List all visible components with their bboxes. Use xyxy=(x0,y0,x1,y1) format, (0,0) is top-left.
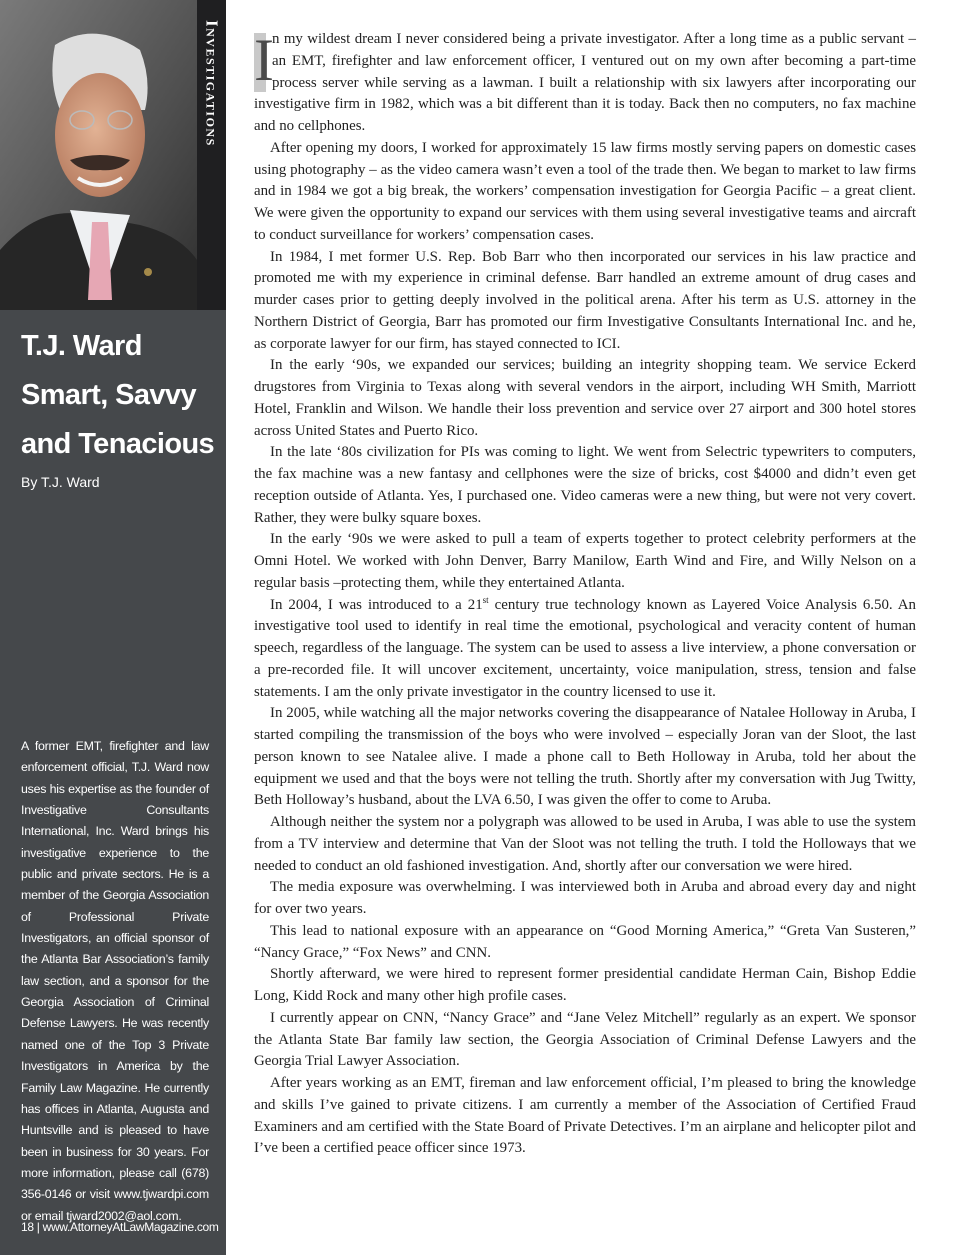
article-paragraph: After opening my doors, I worked for approximately 15 law firms mostly serving papers on domestic cases using photography – as the video camera wasn’t even a tool of the trade then. We began to market to law firms and in 1984 we got a big break, the workers’ compensation investigation for Georgia Pacific – a great client. We were given the opportunity to expand our services with them using several investigative teams and aircraft to conduct surveillance for workers’ compensation cases. xyxy=(254,139,916,243)
article-paragraph: In 1984, I met former U.S. Rep. Bob Barr who then incorporated our services in his law practice and promoted me with my experience in criminal defense. Barr handled an extreme amount of drug cases and murder cases prior to getting deeply involved in the political arena. After his term as U.S. attorney in the Northern District of Georgia, Barr has promoted our firm Investigative Consultants International Inc. and he, as corporate lawyer for our firm, has stayed connected to ICI. xyxy=(254,248,916,352)
magazine-url[interactable]: www.AttorneyAtLawMagazine.com xyxy=(42,1220,219,1234)
author-bio: A former EMT, firefighter and law enforcement official, T.J. Ward now uses his expertise as the founder of Investigative Consultants International, Inc. Ward brings his investigative experience to the public and private sectors. He is a member of the Georgia Association of Professional Private Investigators, an official sponsor of the Atlanta Bar Association’s family law section, and a sponsor for the Georgia Association of Criminal Defense Lawyers. He was recently named one of the Top 3 Private Investigators in America by the Family Law Magazine. He currently has offices in Atlanta, Augusta and Huntsville and is pleased to have been in business for 30 years. For more information, please call (678) 356-0146 or visit www.tjwardpi.com or email tjward2002@aol.com. xyxy=(21,739,209,1223)
article-paragraph: In the early ‘90s, we expanded our services; building an integrity shopping team. We service Eckerd drugstores from Virginia to Texas along with several vendors in the airport, including WH Smith, Marriott Hotel, Franklin and Wilson. We handle their loss prevention and service over 27 airport and 300 hotel stores across United States and Puerto Rico. xyxy=(254,357,916,439)
section-strip xyxy=(197,0,226,310)
article-paragraph: In 2005, while watching all the major networks covering the disappearance of Natalee Holloway in Aruba, I started compiling the transmission of the boys who were involved – especially Joran van der Sloot, the last person known to see Natalee alive. I made a phone call to Beth Holloway in Aruba, told her about the equipment we used and that the boys were not telling the truth. Shortly after my conversation with Jug Twitty, Beth Holloway’s husband, about the LVA 6.50, I was given the offer to come to Aruba. xyxy=(254,705,916,809)
article-body xyxy=(254,29,916,1160)
article-paragraph: After years working as an EMT, fireman and law enforcement official, I’m pleased to bring the knowledge and skills I’ve gained to private citizens. I am currently a member of the Association of Certified Fraud Examiners and am certified with the State Board of Private Detectives. I’m an airplane and helicopter pilot and I’ve been a certified peace officer since 1973. xyxy=(254,1075,916,1157)
first-paragraph-text: n my wildest dream I never considered being a private investigator. After a long time as a public servant – an EMT, firefighter and law enforcement officer, I ventured out on my own after becoming a part-time process server while serving as a lawman. I built a relationship with six lawyers after incorporating our investigative firm in 1982, which was a bit different than it is today. Back then no computers, no fax machine and no cellphones. xyxy=(254,31,916,134)
drop-cap-letter: I xyxy=(254,27,274,93)
author-portrait xyxy=(0,0,197,310)
page-number: 18 xyxy=(21,1220,34,1234)
page-footer xyxy=(21,1220,219,1234)
p2004-before: In 2004, I was introduced to a 21 xyxy=(270,596,483,613)
article-paragraph: The media exposure was overwhelming. I was interviewed both in Aruba and abroad every day and night for over two years. xyxy=(254,879,916,917)
drop-cap xyxy=(254,27,274,93)
article-paragraph: Shortly afterward, we were hired to represent former presidential candidate Herman Cain, Bishop Eddie Long, Kidd Rock and many other high profile cases. xyxy=(254,966,916,1004)
p2004-after: century true technology known as Layered Voice Analysis 6.50. An investigative tool used to identify in real time the emotional, psychological and veracity content of human speech, regardless of the language. The system can be used to assess a live interview, a phone conversation or a pre-recorded file. It will uncover excitement, uncertainty, voice manipulation, stress, tension and false statements. I am the only private investigator in the country licensed to use it. xyxy=(254,596,916,700)
footer-separator: | xyxy=(36,1220,40,1234)
ordinal-suffix: st xyxy=(482,594,489,605)
article-paragraph: In the early ‘90s we were asked to pull a team of experts together to protect celebrity performers at the Omni Hotel. We worked with John Denver, Barry Manilow, Earth Wind and Fire, and Willy Nelson on a regular basis –protecting them, while they entertained Atlanta. xyxy=(254,531,916,591)
article-paragraph: I currently appear on CNN, “Nancy Grace” and “Jane Velez Mitchell” regularly as an expert. We sponsor the Atlanta State Bar family law section, the Georgia Association of Criminal Defense Lawyers and the Georgia Trial Lawyer Association. xyxy=(254,1009,916,1070)
article-paragraph-2004 xyxy=(254,595,916,704)
article-title: T.J. Ward Smart, Savvy and Tenacious xyxy=(21,330,215,460)
article-paragraph: Although neither the system nor a polygraph was allowed to be used in Aruba, I was able to use the system from a TV interview and determine that Van der Sloot was not telling the truth. I told the Holloways that we needed to conduct an old fashioned investigation. And, shortly after our conversation we were hired. xyxy=(254,814,916,874)
article-paragraph: This lead to national exposure with an appearance on “Good Morning America,” “Greta Van Susteren,” “Nancy Grace,” “Fox News” and CNN. xyxy=(254,922,916,961)
article-paragraph: In the late ‘80s civilization for PIs was coming to light. We went from Selectric typewriters to computers, the fax machine was a new fantasy and cellphones were the size of bricks, cost $4000 and didn’t even get reception outside of Atlanta. Yes, I purchased one. Video cameras were a new thing, but were not very covert. Rather, they were bulky square boxes. xyxy=(254,444,916,526)
article-paragraph-first xyxy=(254,29,916,138)
section-label: Investigations xyxy=(202,20,222,147)
sidebar xyxy=(0,0,226,1255)
byline: By T.J. Ward xyxy=(21,474,100,490)
